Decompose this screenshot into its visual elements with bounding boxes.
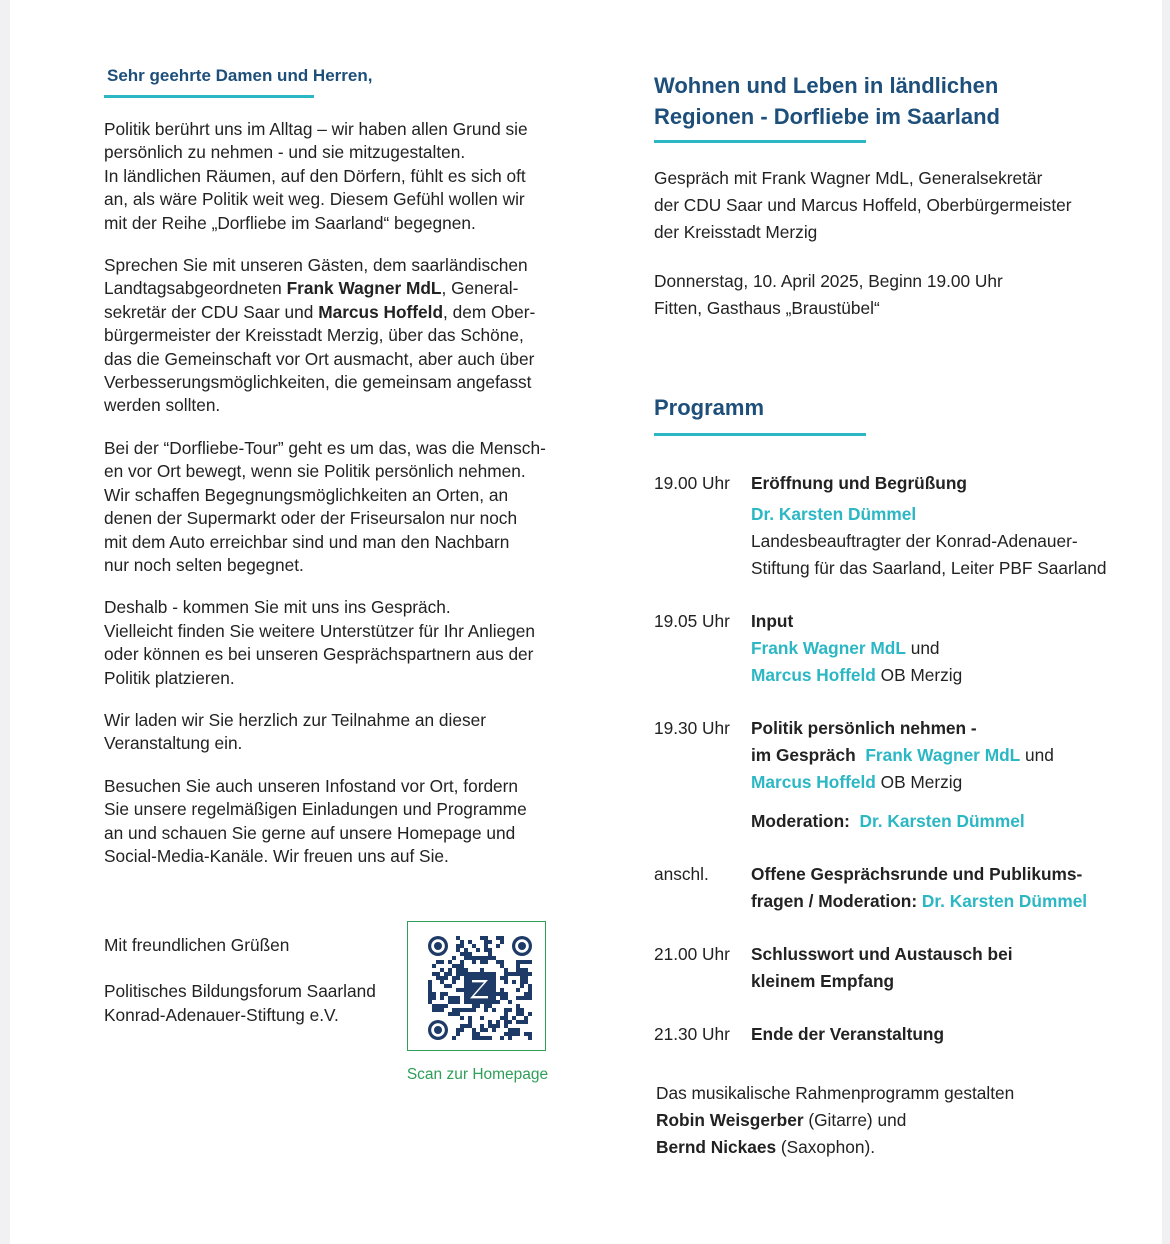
- program-item: [654, 608, 1144, 689]
- program-title: Eröffnung und Begrüßung: [751, 473, 967, 493]
- conjunction: und: [1020, 745, 1054, 765]
- conjunction: und: [905, 638, 940, 658]
- music-note: [656, 1080, 1144, 1161]
- letter-paragraph-4: Deshalb - kommen Sie mit uns ins Gespräch. Vielleicht finden Sie weitere Unterstützer für Ihr Anliegen oder können es bei unseren Gesprächspartnern aus der Politik platzieren.: [104, 597, 535, 688]
- letter-paragraph-3: Bei der “Dorfliebe-Tour” geht es um das, was die Mensch- en vor Ort bewegt, wenn sie Politik persönlich nehmen. Wir schaffen Begegnungsmöglichkeiten an Orten, an denen der Supermarkt oder der Friseursalon nur noch mit dem Auto erreichbar sind und man den Nachbarn nur noch selten begegnet.: [104, 437, 546, 575]
- programm-heading: Programm: [654, 395, 765, 420]
- musician-instrument: (Saxophon).: [776, 1137, 876, 1157]
- speaker-name: Dr. Karsten Dümmel: [751, 504, 917, 524]
- event-date-location: Donnerstag, 10. April 2025, Beginn 19.00 Uhr Fitten, Gasthaus „Braustübel“: [654, 271, 1003, 318]
- qr-code[interactable]: [407, 921, 546, 1051]
- program-title: Input: [751, 611, 794, 631]
- program-time: anschl.: [654, 864, 709, 884]
- musician-name: Bernd Nickaes: [656, 1137, 777, 1157]
- speaker-name: Marcus Hoffeld: [751, 665, 876, 685]
- speaker-role: Landesbeauftragter der Konrad-Adenauer- Stiftung für das Saarland, Leiter PBF Saarland: [751, 531, 1107, 578]
- program-item: [654, 941, 1144, 995]
- letter-paragraph-6: Besuchen Sie auch unseren Infostand vor Ort, fordern Sie unsere regelmäßigen Einladungen und Programme an und schauen Sie gerne auf unsere Homepage und Social-Media-Kanäle. Wir freuen uns auf Sie.: [104, 775, 527, 866]
- musician-name: Robin Weisgerber: [656, 1110, 804, 1130]
- program-item: [654, 1021, 1144, 1048]
- organization-name: Politisches Bildungsforum Saarland Konrad-Adenauer-Stiftung e.V.: [104, 981, 376, 1025]
- program-item: [654, 861, 1144, 915]
- program-time: 19.30 Uhr: [654, 718, 730, 738]
- speaker-suffix: OB Merzig: [875, 665, 963, 685]
- program-title-2: im Gespräch: [751, 745, 856, 765]
- program-title: Offene Gesprächsrunde und Publikums-: [751, 864, 1083, 884]
- title-underline: [654, 140, 866, 143]
- musician-instrument: (Gitarre) und: [803, 1110, 907, 1130]
- closing-greeting: Mit freundlichen Grüßen: [104, 935, 290, 955]
- salutation: Sehr geehrte Damen und Herren,: [107, 66, 373, 85]
- program-time: 21.30 Uhr: [654, 1024, 730, 1044]
- guest-name-wagner: Frank Wagner MdL: [286, 278, 442, 299]
- letter-paragraph-1: Politik berührt uns im Alltag – wir haben allen Grund sie persönlich zu nehmen - und sie mitzugestalten. In ländlichen Räumen, auf den Dörfern, fühlt es sich oft an, als wäre Politik weit weg. Diesem Gefühl wollen wir mit der Reihe „Dorfliebe im Saarland“ begegnen.: [104, 119, 528, 233]
- event-column: [654, 70, 1144, 1161]
- closing-block: [104, 934, 376, 1027]
- qr-caption: Scan zur Homepage: [406, 1066, 549, 1083]
- letter-paragraph-5: Wir laden wir Sie herzlich zur Teilnahme an dieser Veranstaltung ein.: [104, 709, 486, 754]
- event-intro: Gespräch mit Frank Wagner MdL, Generalsekretär der CDU Saar und Marcus Hoffeld, Oberbürgermeister der Kreisstadt Merzig: [654, 168, 1072, 242]
- speaker-name: Frank Wagner MdL: [751, 638, 906, 658]
- programm-underline: [654, 433, 866, 436]
- moderation-label: Moderation:: [751, 811, 850, 831]
- program-title: Schlusswort und Austausch bei kleinem Empfang: [751, 944, 1013, 991]
- program-time: 21.00 Uhr: [654, 944, 730, 964]
- program-title: Ende der Veranstaltung: [751, 1024, 945, 1044]
- letter-column: [104, 66, 584, 868]
- paragraph-2-text-a: Sprechen Sie mit unseren Gästen, dem saarländischen Landtagsabgeordneten: [104, 255, 528, 299]
- moderator-name: Dr. Karsten Dümmel: [921, 891, 1088, 911]
- letter-paragraph-2: [104, 254, 584, 418]
- paragraph-2-text-b: , General- sekretär der CDU Saar und: [104, 278, 519, 322]
- qr-code-icon: [428, 936, 532, 1040]
- program-item: [654, 715, 1144, 835]
- program-title-2: fragen / Moderation:: [751, 891, 918, 911]
- salutation-underline: [104, 95, 314, 98]
- event-title: Wohnen und Leben in ländlichen Regionen - Dorfliebe im Saarland: [654, 73, 1000, 129]
- speaker-name: Marcus Hoffeld: [751, 772, 876, 792]
- moderator-name: Dr. Karsten Dümmel: [859, 811, 1025, 831]
- program-time: 19.05 Uhr: [654, 611, 730, 631]
- guest-name-hoffeld: Marcus Hoffeld: [318, 301, 444, 322]
- music-line: Das musikalische Rahmenprogramm gestalten: [656, 1083, 1015, 1103]
- program-time: 19.00 Uhr: [654, 473, 730, 493]
- speaker-name: Frank Wagner MdL: [865, 745, 1021, 765]
- invitation-page: [10, 0, 1162, 1244]
- program-title: Politik persönlich nehmen -: [751, 718, 977, 738]
- program-item: [654, 470, 1144, 582]
- speaker-suffix: OB Merzig: [875, 772, 963, 792]
- paragraph-2-text-c: , dem Ober- bürgermeister der Kreisstadt Merzig, über das Schöne, das die Gemeinschaft vor Ort ausmacht, aber auch über Verbesserungsmöglichkeiten, die gemeinsam angefasst werden sollten.: [104, 301, 536, 416]
